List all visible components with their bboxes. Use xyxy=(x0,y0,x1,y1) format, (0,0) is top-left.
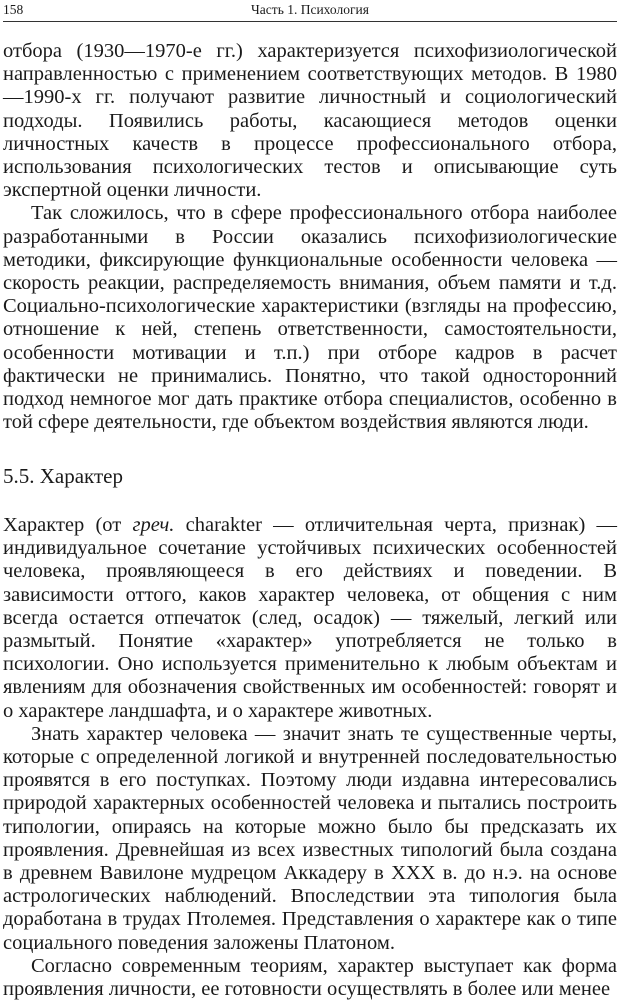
italic-abbrev: греч. xyxy=(132,514,175,536)
section-text-1 xyxy=(3,40,617,434)
page-number: 158 xyxy=(3,2,24,17)
paragraph: отбора (1930—1970-е гг.) характеризуется психофизиологической направленностью с применением соответствующих методов. В 1980—1990-х гг. получают развитие личностный и социологический подходы. Появились работы, касающиеся методов оценки личностных качеств в процессе профессионального отбора, использования психологических тестов и описывающие суть экспертной оценки личности. xyxy=(3,40,617,202)
section-heading: 5.5. Характер xyxy=(3,464,123,488)
running-head xyxy=(3,2,617,22)
header-rule xyxy=(3,21,617,22)
paragraph: Так сложилось, что в сфере профессионального отбора наиболее разработанными в России оказались психофизиологические методики, фиксирующие функциональные особенности человека — скорость реакции, распределяемость внимания, объем памяти и т.д. Социально-психологические характеристики (взгляды на профессию, отношение к ней, степень ответственности, самостоятельности, особенности мотивации и т.п.) при отборе кадров в расчет фактически не принимались. Понятно, что такой односторонний подход немногое мог дать практике отбора специалистов, особенно в той сфере деятельности, где объектом воздействия являются люди. xyxy=(3,202,617,434)
text-run: Характер (от xyxy=(3,514,133,536)
paragraph: Знать характер человека — значит знать те существенные черты, которые с определенной логикой и внутренней последовательностью проявятся в его поступках. Поэтому люди издавна интересовались природой характерных особенностей человека и пытались построить типологии, опираясь на которые можно было бы предсказать их проявления. Древнейшая из всех известных типологий была создана в древнем Вавилоне мудрецом Аккадеру в XXX в. до н.э. на основе астрологических наблюдений. Впоследствии эта типология была доработана в трудах Птолемея. Представления о характере как о типе социального поведения заложены Платоном. xyxy=(3,722,617,954)
running-title: Часть 1. Психология xyxy=(251,2,369,17)
section-text-2 xyxy=(3,514,617,1001)
text-run: charakter — отличительная черта, признак) — индивидуальное сочетание устойчивых психических особенностей человека, проявляющееся в его действиях и поведении. В зависимости оттого, каков характер человека, от общения с ним всегда остается отпечаток (след, осадок) — тяжелый, легкий или размытый. Понятие «характер» употребляется не только в психологии. Оно используется применительно к любым объектам и явлениям для обозначения свойственных им особенностей: говорят и о характере ландшафта, и о характере животных. xyxy=(3,514,617,722)
paragraph: Согласно современным теориям, характер выступает как форма проявления личности, ее готовности осуществлять в более или менее xyxy=(3,954,617,1001)
paragraph xyxy=(3,514,617,723)
